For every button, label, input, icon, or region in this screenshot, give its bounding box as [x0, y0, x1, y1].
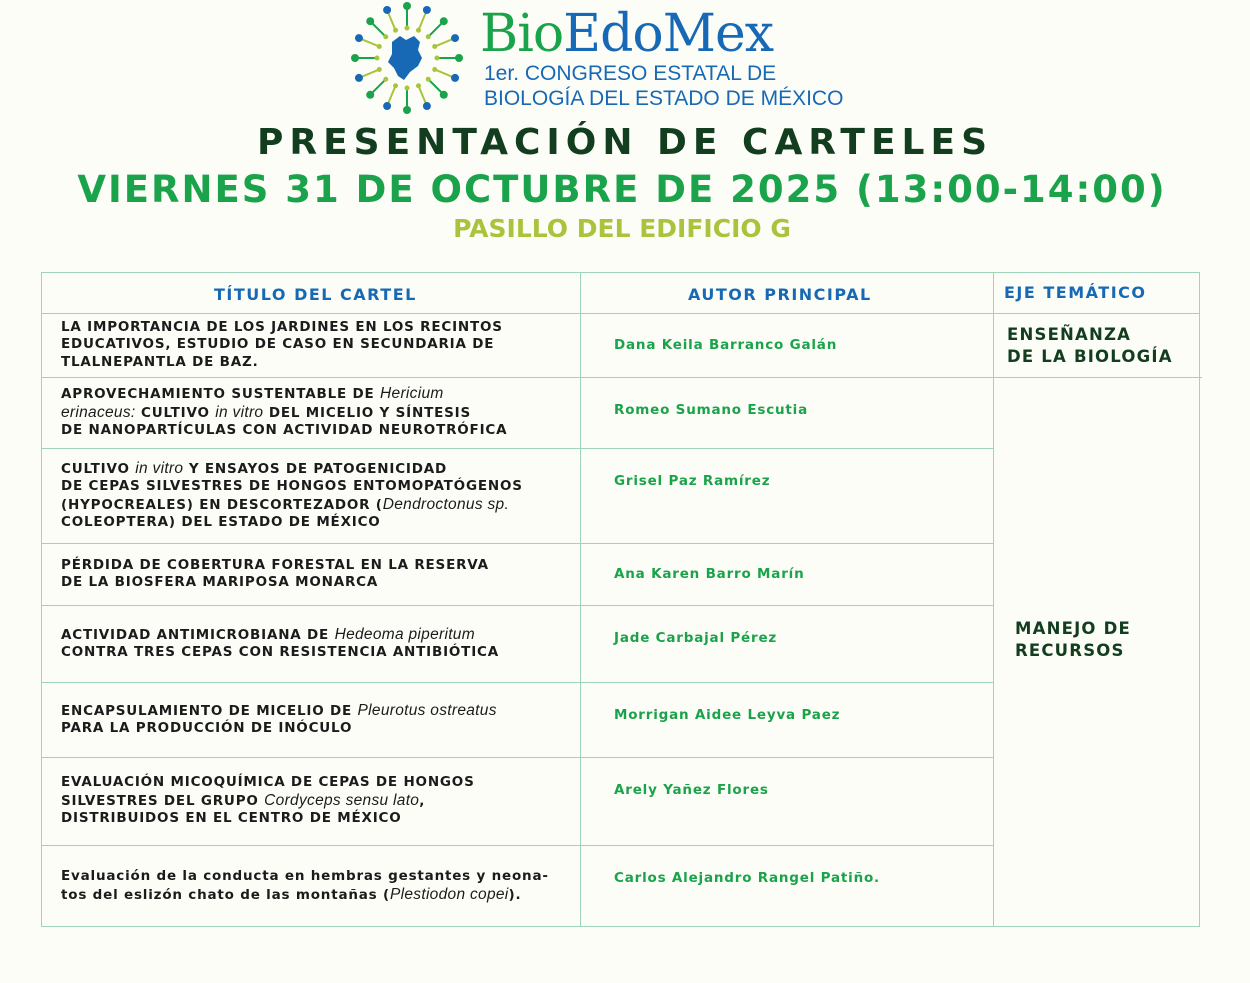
event-place: PASILLO DEL EDIFICIO G [453, 214, 791, 243]
poster-title [61, 385, 507, 440]
poster-title-italic-part: Pleurotus ostreatus [357, 701, 497, 719]
brand-part-bio: Bio [480, 4, 564, 64]
row-divider [42, 682, 993, 683]
column-header-author: AUTOR PRINCIPAL [688, 285, 872, 304]
poster-table [41, 272, 1200, 927]
brand-name [480, 4, 773, 64]
poster-title-part: COLEOPTERA) DEL ESTADO DE MÉXICO [61, 514, 381, 530]
poster-title [61, 557, 489, 592]
column-divider [993, 273, 994, 927]
page-title: PRESENTACIÓN DE CARTELES [256, 122, 994, 163]
poster-title-part: Y ENSAYOS DE PATOGENICIDAD DE CEPAS SILVESTRES DE HONGOS ENTOMOPATÓGENOS (HYPOCREALES) EN DESCORTEZADOR ( [61, 460, 523, 513]
poster-author: Romeo Sumano Escutia [614, 402, 809, 418]
column-header-eje: EJE TEMÁTICO [1004, 283, 1147, 302]
poster-title [61, 774, 475, 828]
poster-author: Arely Yañez Flores [614, 782, 769, 798]
row-divider [42, 605, 993, 606]
poster-title-part: Evaluación de la conducta en hembras gestantes y neona- tos del eslizón chato de las montañas ( [61, 868, 549, 903]
row-divider [42, 845, 993, 846]
poster-title-part: CULTIVO [135, 404, 216, 421]
poster-title-part: PARA LA PRODUCCIÓN DE INÓCULO [61, 720, 353, 736]
poster-title-italic-part: Cordyceps sensu lato [264, 791, 420, 809]
poster-title-italic-part: in vitro [135, 459, 184, 477]
poster-title-part: PÉRDIDA DE COBERTURA FORESTAL EN LA RESERVA DE LA BIOSFERA MARIPOSA MONARCA [61, 556, 489, 590]
poster-title-part: DEL MICELIO Y SÍNTESIS DE NANOPARTÍCULAS CON ACTIVIDAD NEUROTRÓFICA [61, 404, 508, 438]
eje-tematico-manejo: MANEJO DE RECURSOS [1015, 619, 1131, 660]
brand-part-edomex: EdoMex [563, 4, 774, 64]
poster-title [61, 626, 499, 662]
poster-title [61, 702, 497, 738]
row-divider [42, 543, 993, 544]
bioedomex-logo-icon [348, 2, 466, 114]
poster-title-part: EVALUACIÓN MICOQUÍMICA DE CEPAS DE HONGOS SILVESTRES DEL GRUPO [61, 774, 475, 809]
poster-title [61, 868, 549, 904]
poster-title [61, 319, 503, 372]
poster-header [0, 0, 1250, 260]
poster-title-italic-part: Dendroctonus sp. [382, 495, 510, 513]
eje-tematico-ensenanza: ENSEÑANZA DE LA BIOLOGÍA [1007, 325, 1173, 366]
poster-title-italic-part: Hedeoma piperitum [334, 625, 475, 643]
poster-title [61, 460, 523, 532]
column-header-title: TÍTULO DEL CARTEL [214, 285, 417, 304]
poster-title-italic-part: in vitro [215, 403, 264, 421]
congress-subtitle-line2: BIOLOGÍA DEL ESTADO DE MÉXICO [484, 87, 844, 110]
poster-author: Morrigan Aidee Leyva Paez [614, 707, 841, 723]
row-divider [42, 313, 1199, 314]
poster-title-part: , DISTRIBUIDOS EN EL CENTRO DE MÉXICO [61, 792, 426, 826]
row-divider [42, 757, 993, 758]
poster-author: Carlos Alejandro Rangel Patiño. [614, 870, 880, 886]
row-divider [42, 448, 993, 449]
poster-title-part: CULTIVO [61, 460, 136, 477]
poster-title-part: APROVECHAMIENTO SUSTENTABLE DE [61, 386, 381, 402]
poster-author: Jade Carbajal Pérez [614, 630, 778, 646]
poster-author: Dana Keila Barranco Galán [614, 337, 838, 353]
poster-title-italic-part: Hericium erinaceus: [61, 385, 444, 421]
event-date: VIERNES 31 DE OCTUBRE DE 2025 (13:00-14:00) [77, 168, 1167, 211]
poster-title-part: ACTIVIDAD ANTIMICROBIANA DE [61, 626, 335, 643]
poster-title-part: CONTRA TRES CEPAS CON RESISTENCIA ANTIBIÓTICA [61, 644, 499, 660]
poster-title-part: LA IMPORTANCIA DE LOS JARDINES EN LOS RECINTOS EDUCATIVOS, ESTUDIO DE CASO EN SECUNDARIA DE TLALNEPANTLA DE BAZ. [61, 318, 503, 370]
poster-author: Grisel Paz Ramírez [614, 473, 771, 489]
column-divider [580, 273, 581, 927]
poster-author: Ana Karen Barro Marín [614, 566, 805, 582]
poster-title-part: ). [508, 886, 522, 903]
poster-title-part: ENCAPSULAMIENTO DE MICELIO DE [61, 702, 358, 719]
poster-title-italic-part: Plestiodon copei [389, 885, 509, 903]
congress-subtitle-line1: 1er. CONGRESO ESTATAL DE [484, 62, 777, 85]
row-divider [42, 377, 1202, 378]
